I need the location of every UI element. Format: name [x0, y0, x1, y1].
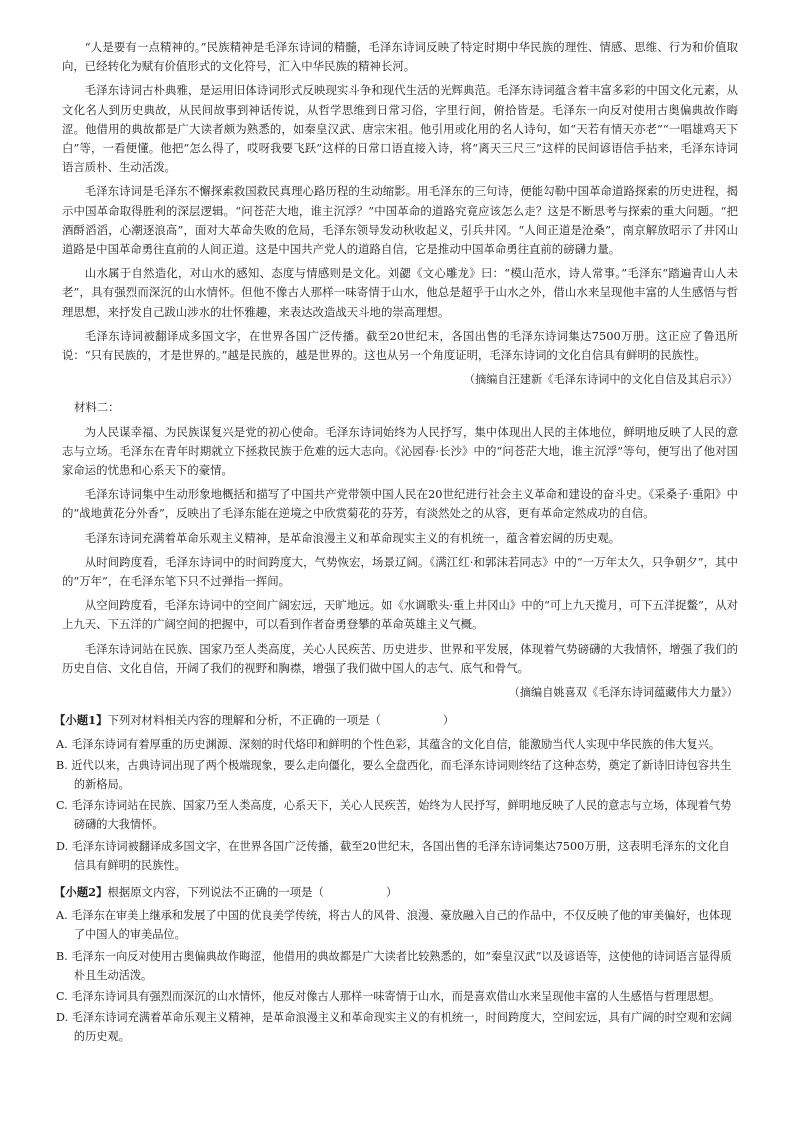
question-1: [54, 711, 738, 875]
question-close: ）: [385, 884, 398, 899]
option-b: B. 毛泽东一向反对使用古奥偏典故作晦涩，他借用的典故都是广大读者比较熟悉的，如“秦皇汉武”以及谚语等，这使他的诗词语言显得质朴且生动活泼。: [56, 949, 732, 982]
option-c: C. 毛泽东诗词具有强烈而深沉的山水情怀，他反对像古人那样一味寄情于山水，而是喜欢借山水来呈现他丰富的人生感悟与哲理思想。: [56, 989, 721, 1003]
option-a: A. 毛泽东诗词有着厚重的历史渊源、深刻的时代烙印和鲜明的个性色彩，其蕴含的文化自信，能激励当代人实现中华民族的伟大复兴。: [56, 737, 721, 751]
paragraph: 为人民谋幸福、为民族谋复兴是党的初心使命。毛泽东诗词始终为人民抒写，集中体现出人民的主体地位，鲜明地反映了人民的意志与立场。毛泽东在青年时期就立下拯救民族于危难的远大志向。《沁园春·长沙》中的“问苍茫大地，谁主沉浮”等句，便写出了他对国家命运的忧患和心系天下的豪情。: [62, 424, 738, 478]
material-one: [62, 38, 738, 389]
citation: （摘编自姚喜双《毛泽东诗词蕴藏伟大力量》）: [508, 686, 738, 700]
option-c: C. 毛泽东诗词站在民族、国家乃至人类高度，心系天下，关心人民疾苦，始终为人民抒写，鲜明地反映了人民的意志与立场，体现着气势磅礴的大我情怀。: [56, 799, 732, 832]
material-two: [62, 398, 738, 702]
paragraph: 毛泽东诗词站在民族、国家乃至人类高度，关心人民疾苦、历史进步、世界和平发展，体现着气势磅礴的大我情怀，增强了我们的历史自信、文化自信，开阔了我们的视野和胸襟，增强了我们做中国人的志气、底气和骨气。: [62, 641, 738, 675]
option-b: B. 近代以来，古典诗词出现了两个极端现象，要么走向僵化，要么全盘西化，而毛泽东诗词则终结了这种态势，奠定了新诗旧诗包容共生的新格局。: [56, 758, 732, 791]
question-2: [54, 883, 738, 1047]
paragraph: “人是要有一点精神的。”民族精神是毛泽东诗词的精髓，毛泽东诗词反映了特定时期中华民族的理性、情感、思维、行为和价值取向，已经转化为赋有价值形式的文化符号，汇入中华民族的精神长河。: [62, 40, 738, 74]
option-d: D. 毛泽东诗词被翻译成多国文字，在世界各国广泛传播，截至20世纪末，各国出售的毛泽东诗词集达7500万册，这表明毛泽东的文化自信具有鲜明的民族性。: [56, 839, 730, 872]
option-a: A. 毛泽东在审美上继承和发展了中国的优良美学传统，将古人的风骨、浪漫、豪放融入自己的作品中，不仅反映了他的审美偏好，也体现了中国人的审美品位。: [56, 909, 732, 942]
paragraph: 毛泽东诗词被翻译成多国文字，在世界各国广泛传播。截至20世纪末，各国出售的毛泽东诗词集达7500万册。这正应了鲁迅所说：“只有民族的，才是世界的。”越是民族的，越是世界的。这也从另一个角度证明，毛泽东诗词的文化自信具有鲜明的民族性。: [62, 328, 738, 363]
question-text: 根据原文内容，下列说法不正确的一项是（: [107, 884, 324, 899]
paragraph: 毛泽东诗词是毛泽东不懈探索救国救民真理心路历程的生动缩影。用毛泽东的三句诗，便能勾勒中国革命道路探索的历史进程，揭示中国革命取得胜利的深层逻辑。“问苍茫大地，谁主沉浮？”中国革命的道路究竟应该怎么走？这是不断思考与探索的重大问题。“把酒酹滔滔，心潮逐浪高”，面对大革命失败的危局，毛泽东领导发动秋收起义，引兵井冈。“人间正道是沧桑”，南京解放昭示了井冈山道路是中国革命勇往直前的人间正道。这是中国共产党人的道路自信，它是推动中国革命勇往直前的磅礴力量。: [62, 184, 738, 257]
paragraph: 山水属于自然造化，对山水的感知、态度与情感则是文化。刘勰《文心雕龙》曰：“模山范水，诗人常事。”毛泽东“踏遍青山人未老”，具有强烈而深沉的山水情怀。但他不像古人那样一味寄情于山水，他总是超乎于山水之外，借山水来呈现他丰富的人生感悟与哲理思想，来抒发自己跋山涉水的壮怀雅趣，来表达改造战天斗地的崇高理想。: [62, 266, 738, 319]
question-number: 【小题1】: [54, 713, 108, 728]
paragraph: 毛泽东诗词集中生动形象地概括和描写了中国共产党带领中国人民在20世纪进行社会主义革命和建设的奋斗史。《采桑子·重阳》中的“战地黄花分外香”，反映出了毛泽东能在逆境之中欣赏菊花的芬芳，有淡然处之的从容，更有革命定然成功的自信。: [62, 487, 738, 521]
question-stem: [54, 711, 738, 730]
document-body: [54, 38, 738, 1049]
citation: （摘编自汪建新《毛泽东诗词中的文化自信及其启示》）: [463, 373, 738, 387]
question-close: ）: [442, 713, 455, 728]
question-number: 【小题2】: [54, 884, 108, 899]
material-label: 材料二：: [74, 400, 120, 415]
question-text: 下列对材料相关内容的理解和分析，不正确的一项是（: [107, 713, 381, 728]
paragraph: 从时间跨度看，毛泽东诗词中的时间跨度大，气势恢宏，场景辽阔。《满江红·和郭沫若同志》中的“一万年太久，只争朝夕”，其中的“万年”，在毛泽东笔下只不过弹指一挥间。: [62, 554, 738, 589]
option-d: D. 毛泽东诗词充满着革命乐观主义精神，是革命浪漫主义和革命现实主义的有机统一，时间跨度大，空间宏远，具有广阔的时空观和宏阔的历史观。: [56, 1011, 732, 1044]
question-stem: [54, 883, 738, 902]
paragraph: 毛泽东诗词充满着革命乐观主义精神，是革命浪漫主义和革命现实主义的有机统一，蕴含着宏阔的历史观。: [84, 530, 621, 545]
paragraph: 毛泽东诗词古朴典雅，是运用旧体诗词形式反映现实斗争和现代生活的光辉典范。毛泽东诗词蕴含着丰富多彩的中国文化元素，从文化名人到历史典故，从民间故事到神话传说，从哲学思维到日常习俗，字里行间，俯拾皆是。毛泽东一向反对使用古奥偏典故作晦涩。他借用的典故都是广大读者颇为熟悉的，如秦皇汉武、唐宗宋祖。他引用或化用的名人诗句，如“天若有情天亦老”“一唱雄鸡天下白”等，一看便懂。他把“怎么得了，哎呀我要飞跃”这样的日常口语直接入诗，将“离天三尺三”这样的民间谚语信手拈来，毛泽东诗词语言质朴、生动活泼。: [62, 83, 738, 175]
paragraph: 从空间跨度看，毛泽东诗词中的空间广阔宏远，天旷地远。如《水调歌头·重上井冈山》中的“可上九天揽月，可下五洋捉鳖”，从对上九天、下五洋的广阔空间的把握中，可以看到作者奋勇登攀的革命英雄主义气概。: [62, 598, 738, 632]
